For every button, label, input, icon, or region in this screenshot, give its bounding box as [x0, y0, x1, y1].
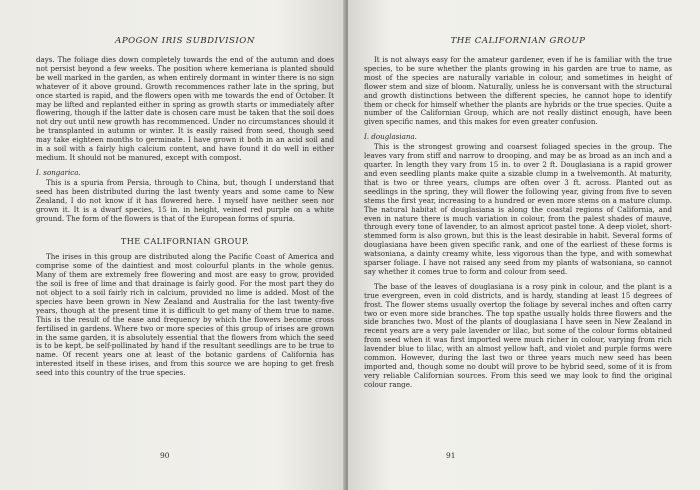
left-paragraph-2: This is a spuria from Persia, through to China, but, though I understand that seed has been distributed during the last twenty years and some came to New Zealand, I do not know if it has flowered here. I myself have neither seen nor grown it. It is a dwarf species, 15 in. in height, veined red purple on a white ground. The form of the flowers is that of the European forms of spuria. [36, 177, 334, 223]
section-heading-californian-group: THE CALIFORNIAN GROUP. [120, 236, 250, 247]
left-paragraph-3: The irises in this group are distributed along the Pacific Coast of America and comprise some of the daintiest and most colourful plants in the whole genus. Many of them are extremely free flowering and most are easy to grow, provided the soil is free of lime and that drainage is fairly good. For the most part they do not object to a soil fairly rich in calcium, provided no lime is added. Most of the species have been grown in New Zealand and Australia for the last twenty-five years, though at the present time it is difficult to get many of them true to name. This is the result of the ease and frequency by which the flowers become cross fertilised in gardens. Where two or more species of this group of irises are grown in the same garden, it is absolutely essential that the flowers from which the seed is to be kept, be self-pollinated by hand if the resultant seedlings are to be true to name. Of recent years one at least of the botanic gardens of California has interested itself in these irises, and from this source we are hoping to get fresh seed into this country of the true species. [36, 252, 334, 378]
running-head-right: THE CALIFORNIAN GROUP [450, 36, 586, 46]
left-paragraph-1: days. The foliage dies down completely towards the end of the autumn and does not persist beyond a few weeks. The position where kemeriana is planted should be well marked in the garden, as when entirely dormant in winter there is no sign whatever of it above ground. Growth recommences rather late in the spring, but once started is rapid, and the flowers open with me towards the end of October. It may be lifted and replanted either in spring as growth starts or immediately after flowering, though if the latter date is chosen care must be taken that the soil does not dry out until new growth has recommenced. Under no circumstances should it be transplanted in autumn or winter. It is easily raised from seed, though seed may take eighteen months to germinate. I have grown it both in an acid soil and in a soil with a fairly high calcium content, and have found it do well in either medium. It should not be manured, except with compost. [36, 55, 334, 162]
right-paragraph-2: This is the strongest growing and coarsest foliaged species in the group. The leaves vary from stiff and narrow to drooping, and may be as broad as an inch and a quarter. In length they vary from 15 in. to over 2 ft. Douglasiana is a rapid grower and even seedling plants make quite a sizable clump in a twelvemonth. At maturity, that is two or three years, clumps are often over 3 ft. across. Planted out as seedlings in the spring, they will flower the following year, giving from five to seven stems the first year, increasing to a hundred or even more stems on a mature clump. The natural habitat of douglasiana is along the coastal regions of California, and even in nature there is much variation in colour, from the palest shades of mauve, through every tone of lavender, to an almost apricot pastel tone. A deep violet, short-stemmed form is also grown, but this is the least desirable in habit. Several forms of douglasiana have been given specific rank, and one of the earliest of these forms is watsoniana, a dainty creamy white, less vigorous than the type, and with somewhat sparser foliage. I have not raised any seed from my plants of watsoniana, so cannot say whether it comes true to form and colour from seed. [364, 142, 672, 276]
page-number-left: 90 [160, 451, 170, 460]
right-paragraph-3: The base of the leaves of douglasiana is a rosy pink in colour, and the plant is a true evergreen, even in cold districts, and is hardy, standing at least 15 degrees of frost. The flower stems usually overtop the foliage by several inches and often carry two or even more side branches. The top spathe usually holds three flowers and the side branches two. Most of the plants of douglasiana I have seen in New Zealand in recent years are a very pale lavender or lilac, but some of the colour forms obtained from seed when it was first imported were much richer in colour, varying from rich lavender blue to lilac, with an almost yellow haft, and violet and purple forms were common. However, during the last two or three years much new seed has been imported and, though some no doubt will prove to be hybrid seed, some of it is from very reliable Californian sources. From this seed we may look to find the original colour range. [364, 281, 672, 389]
right-paragraph-1: It is not always easy for the amateur gardener, even if he is familiar with the true species, to be sure whether the plants growing in his garden are true to name, as most of the species are naturally variable in colour, and sometimes in height of flower stem and size of bloom. Naturally, unless he is conversant with the structural and growth distinctions between the different species, he cannot hope to identify them or check for himself whether the plants are hybrids or the true species. Quite a number of the Californian Group, which are not really distinct enough, have been given specific names, and this makes for even greater confusion. [364, 55, 672, 127]
right-page [348, 0, 700, 490]
left-page [0, 0, 346, 490]
page-number-right: 91 [446, 451, 456, 460]
species-heading-douglasiana: I. douglasiana. [364, 132, 417, 142]
species-heading-songarica: I. songarica. [36, 167, 81, 177]
running-head-left: APOGON IRIS SUBDIVISION [115, 36, 255, 46]
